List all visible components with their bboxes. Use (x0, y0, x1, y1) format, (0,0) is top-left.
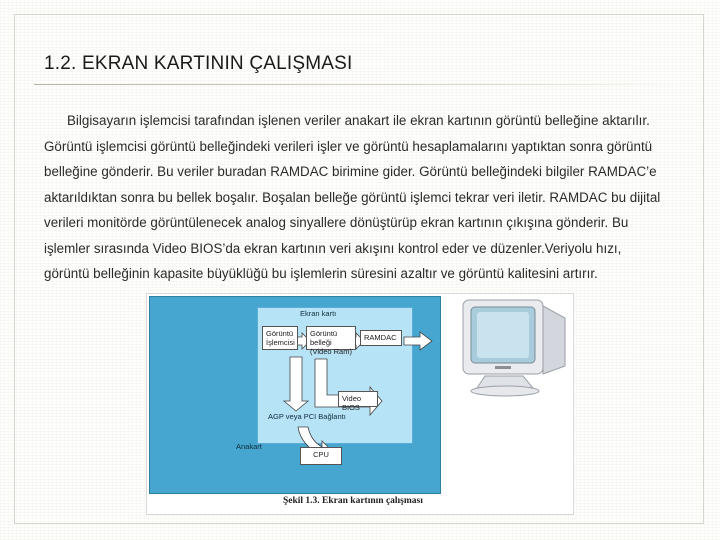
page-title: 1.2. EKRAN KARTININ ÇALIŞMASI (44, 53, 353, 74)
ramdac-box: RAMDAC (360, 330, 402, 346)
agp-pci-label: AGP veya PCI Bağlantı (268, 412, 346, 421)
paragraph-line: Bilgisayarın işlemcisi tarafından işlenen veriler anakart ile ekran kartının görüntü belleğine aktarılır. (67, 113, 650, 128)
body-paragraph (44, 108, 694, 287)
crt-monitor-image (457, 296, 573, 400)
graphics-card-label: Ekran kartı (300, 309, 337, 318)
paragraph-line: görüntü belleğinin kapasite büyüklüğü bu işlemlerin süresini azaltır ve görüntü kalitesini artırır. (44, 266, 598, 281)
paragraph-line: aktarıldıktan sonra bu bellek boşalır. Boşalan belleğe görüntü işlemci tekrar veri iletir. RAMDAC bu dijital (44, 189, 661, 205)
cpu-box: CPU (300, 447, 342, 465)
video-bios-box: Video BIOS (338, 391, 378, 407)
paragraph-line: Görüntü işlemcisi görüntü belleğindeki verileri işler ve görüntü hesaplamalarını yaptıktan sonra görüntü (44, 138, 653, 154)
graphics-card-diagram (146, 293, 574, 515)
title-divider (34, 84, 686, 85)
figure-caption: Şekil 1.3. Ekran kartının çalışması (283, 496, 423, 506)
motherboard-label: Anakart (236, 442, 262, 451)
arrow-card-to-agp (284, 357, 308, 411)
paragraph-line: verileri monitörde görüntülenecek analog sinyallere dönüştürüp ekran kartının çıkışına gönderir. Bu (44, 215, 629, 230)
paragraph-line: işlemler sırasında Video BIOS’da ekran kartının veri akışını kontrol eder ve düzenler.Veriyolu hızı, (44, 240, 622, 256)
gpu-box: Görüntü İşlemcisi (262, 326, 298, 350)
motherboard-area (149, 296, 441, 494)
video-ram-box: Görüntü belleği (Video Ram) (306, 326, 356, 350)
arrow-ramdac-to-monitor (404, 332, 432, 350)
paragraph-line: belleğine gönderir. Bu veriler buradan RAMDAC birimine gider. Görüntü belleğindeki bilgiler RAMDAC’e (44, 164, 657, 179)
